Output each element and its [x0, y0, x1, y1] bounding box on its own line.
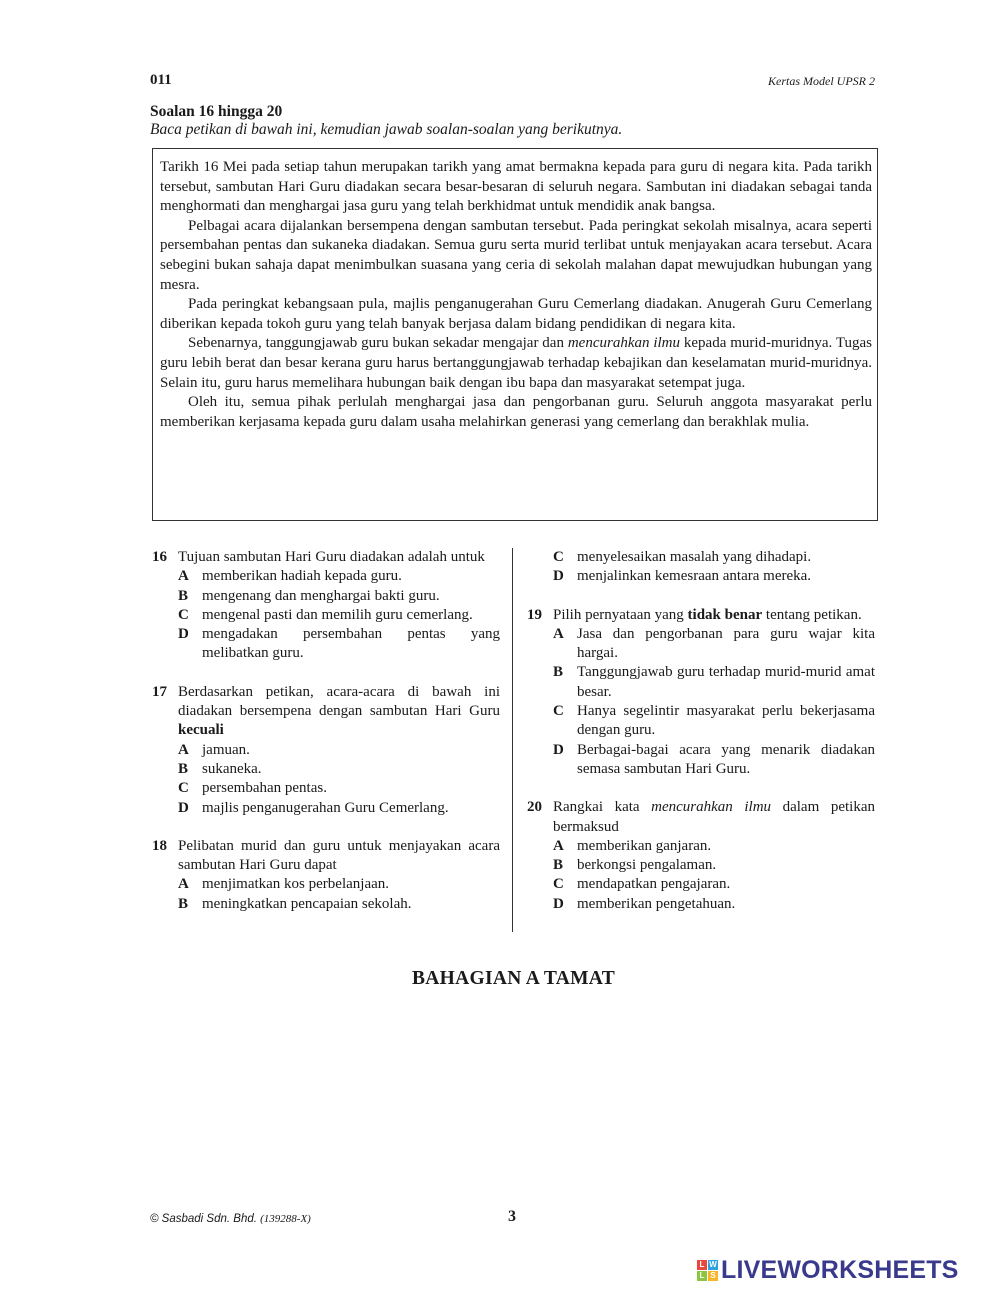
- section-title: Soalan 16 hingga 20: [150, 103, 283, 120]
- option-d[interactable]: [178, 625, 500, 664]
- question-number: 16: [152, 549, 167, 565]
- passage-p4-text-b: kepada murid-muridnya. Tugas guru lebih berat dan besar kerana guru harus bertanggungjawab terhadap kebajikan dan keselamatan murid-muridnya. Selain itu, guru harus memelihara hubungan baik dengan ibu bapa dan masyarakat setempat juga.: [160, 335, 873, 391]
- option-c[interactable]: [178, 779, 500, 798]
- registration-number: (139288-X): [260, 1213, 311, 1225]
- option-letter: B: [553, 857, 564, 874]
- option-text: memberikan hadiah kepada guru.: [202, 568, 402, 585]
- question-stem: [553, 798, 875, 837]
- option-text: Berbagai-bagai acara yang menarik diadakan semasa sambutan Hari Guru.: [577, 741, 875, 777]
- column-divider: [512, 548, 513, 932]
- option-letter: B: [178, 760, 189, 777]
- option-letter: A: [178, 876, 189, 893]
- stem-text-a: Pilih pernyataan yang: [553, 606, 688, 623]
- passage-paragraph-4: [160, 334, 872, 393]
- option-text: mendapatkan pengajaran.: [577, 876, 731, 893]
- option-text: memberikan pengetahuan.: [577, 895, 736, 912]
- option-text: persembahan pentas.: [202, 780, 327, 797]
- page-number: 3: [508, 1208, 516, 1225]
- option-letter: B: [178, 587, 189, 604]
- passage-paragraph-3: Pada peringkat kebangsaan pula, majlis penganugerahan Guru Cemerlang diadakan. Anugerah Guru Cemerlang diberikan kepada tokoh guru yang telah banyak berjasa dalam bidang pendidikan di negara kita.: [160, 296, 872, 332]
- question-stem: Tujuan sambutan Hari Guru diadakan adalah untuk: [178, 549, 485, 565]
- passage-paragraph-5: Oleh itu, semua pihak perlulah menghargai jasa dan pengorbanan guru. Seluruh anggota masyarakat perlu memberikan kerjasama kepada guru dalam usaha melahirkan generasi yang cemerlang dan berakhlak mulia.: [160, 394, 872, 430]
- option-c[interactable]: [178, 606, 500, 625]
- question-number: 17: [152, 683, 167, 700]
- stem-phrase: mencurahkan ilmu: [651, 799, 772, 816]
- option-c[interactable]: [553, 702, 875, 741]
- option-letter: A: [178, 741, 189, 758]
- option-text: Jasa dan pengorbanan para guru wajar kita hargai.: [577, 625, 875, 662]
- option-a[interactable]: [178, 567, 500, 586]
- option-letter: A: [178, 568, 189, 585]
- option-text: mengadakan persembahan pentas yang melibatkan guru.: [202, 626, 500, 662]
- section-end-title: BAHAGIAN A TAMAT: [411, 968, 616, 989]
- option-b[interactable]: [553, 663, 875, 702]
- question-17: [152, 683, 500, 818]
- option-letter: B: [178, 895, 189, 912]
- copyright-notice: [150, 1213, 311, 1225]
- option-text: majlis penganugerahan Guru Cemerlang.: [202, 799, 449, 816]
- option-letter: C: [178, 780, 189, 797]
- option-letter: A: [553, 625, 564, 642]
- option-text: mengenal pasti dan memilih guru cemerlang.: [202, 606, 473, 623]
- option-letter: D: [553, 741, 564, 758]
- option-text: berkongsi pengalaman.: [577, 857, 717, 874]
- question-stem: Pelibatan murid dan guru untuk menjayakan acara sambutan Hari Guru dapat: [178, 837, 500, 874]
- option-text: Tanggungjawab guru terhadap murid-murid amat besar.: [577, 664, 875, 700]
- stem-emphasis: tidak benar: [687, 606, 763, 623]
- option-letter: D: [553, 895, 564, 912]
- passage-p4-text-a: Sebenarnya, tanggungjawab guru bukan sekadar mengajar dan: [188, 335, 568, 352]
- paper-code: 011: [150, 72, 172, 88]
- option-letter: D: [553, 568, 564, 585]
- option-d[interactable]: [553, 895, 875, 914]
- liveworksheets-logo-icon: [697, 1260, 718, 1281]
- passage-p4-phrase: mencurahkan ilmu: [567, 335, 681, 352]
- option-text: jamuan.: [202, 741, 250, 758]
- option-b[interactable]: [178, 895, 500, 914]
- option-letter: A: [553, 837, 564, 854]
- option-a[interactable]: [553, 625, 875, 664]
- option-letter: D: [178, 626, 189, 643]
- option-text: Hanya segelintir masyarakat perlu bekerjasama dengan guru.: [577, 703, 875, 739]
- paper-series: Kertas Model UPSR 2: [768, 74, 875, 88]
- reading-passage: [152, 148, 878, 521]
- question-stem: [178, 683, 500, 741]
- option-c[interactable]: [553, 875, 875, 894]
- option-c[interactable]: [553, 548, 875, 567]
- option-text: memberikan ganjaran.: [577, 837, 712, 854]
- option-text: menjimatkan kos perbelanjaan.: [202, 876, 390, 893]
- option-text: sukaneka.: [202, 760, 262, 777]
- question-16: [152, 548, 500, 664]
- stem-text-a: Rangkai kata: [553, 799, 652, 816]
- option-a[interactable]: [178, 875, 500, 894]
- logo-tile-3: L: [697, 1271, 707, 1281]
- section-instruction: Baca petikan di bawah ini, kemudian jawab soalan-soalan yang berikutnya.: [150, 121, 623, 138]
- stem-emphasis: kecuali: [178, 722, 224, 739]
- option-a[interactable]: [553, 837, 875, 856]
- liveworksheets-brand[interactable]: [697, 1255, 959, 1285]
- stem-text-b: tentang petikan.: [762, 606, 862, 623]
- option-d[interactable]: [553, 567, 875, 586]
- stem-text: Berdasarkan petikan, acara-acara di bawah ini diadakan bersempena dengan sambutan Hari Guru: [178, 683, 500, 720]
- copyright-text: © Sasbadi Sdn. Bhd.: [150, 1213, 257, 1225]
- option-b[interactable]: [178, 760, 500, 779]
- question-18: [152, 837, 500, 914]
- passage-paragraph-2: Pelbagai acara dijalankan bersempena dengan sambutan tersebut. Pada peringkat sekolah misalnya, acara seperti persembahan pentas dan sukaneka diadakan. Semua guru serta murid terlibat untuk menjayakan acara tersebut. Acara sebegini bukan sahaja dapat menimbulkan suasana yang ceria di sekolah malahan dapat mewujudkan hubungan yang mesra.: [160, 217, 872, 293]
- logo-tile-2: W: [709, 1259, 717, 1269]
- question-number: 20: [527, 799, 542, 816]
- option-d[interactable]: [178, 799, 500, 818]
- option-text: mengenang dan menghargai bakti guru.: [202, 587, 440, 604]
- logo-tile-1: L: [697, 1260, 707, 1270]
- option-d[interactable]: [553, 741, 875, 780]
- question-19: [527, 606, 875, 780]
- option-letter: C: [178, 606, 189, 623]
- option-letter: D: [178, 799, 189, 816]
- passage-paragraph-1: Tarikh 16 Mei pada setiap tahun merupakan tarikh yang amat bermakna kepada para guru di negara kita. Pada tarikh tersebut, sambutan Hari Guru diadakan secara besar-besaran di seluruh negara. Sambutan ini diadakan sebagai tanda menghormati dan menghargai jasa guru yang telah berkhidmat untuk mendidik anak bangsa.: [160, 159, 872, 215]
- option-b[interactable]: [553, 856, 875, 875]
- question-number: 19: [527, 606, 542, 623]
- option-letter: C: [553, 703, 564, 720]
- option-text: menyelesaikan masalah yang dihadapi.: [577, 549, 812, 565]
- question-18-continued: [527, 548, 875, 587]
- option-letter: C: [553, 549, 564, 565]
- logo-tile-4: S: [708, 1271, 718, 1281]
- questions-left-column: [152, 548, 500, 914]
- question-20: [527, 798, 875, 914]
- option-text: menjalinkan kemesraan antara mereka.: [577, 568, 812, 585]
- questions-right-column: [527, 548, 875, 914]
- option-letter: B: [553, 664, 564, 681]
- question-number: 18: [152, 837, 167, 854]
- brand-name: LIVEWORKSHEETS: [721, 1255, 959, 1284]
- option-letter: C: [553, 876, 564, 893]
- option-text: meningkatkan pencapaian sekolah.: [202, 895, 412, 912]
- question-stem: [553, 606, 875, 625]
- stem-text-b: dalam petikan bermaksud: [553, 799, 875, 835]
- option-b[interactable]: [178, 587, 500, 606]
- option-a[interactable]: [178, 741, 500, 760]
